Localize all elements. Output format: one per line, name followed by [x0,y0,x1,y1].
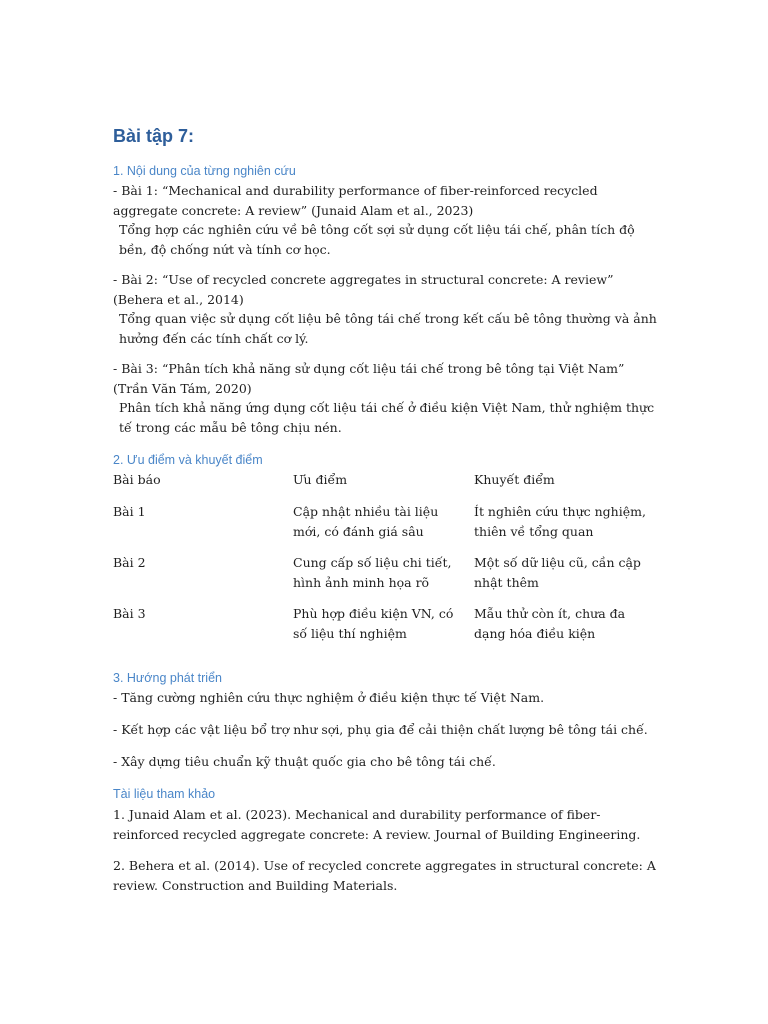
table-cell: Phù hợp điều kiện VN, có số liệu thí nghiệm [293,606,454,641]
table-cell: Một số dữ liệu cũ, cần cập nhật thêm [474,555,641,590]
reference-text: 2. Behera et al. (2014). Use of recycled concrete aggregates in structural concrete: A review. Construction and Building Materials. [113,858,656,893]
reference-item-1 [113,805,658,844]
section-2-heading-block [113,451,658,471]
development-item [113,720,658,740]
study-item-3 [113,359,658,437]
development-item-text: - Tăng cường nghiên cứu thực nghiệm ở điều kiện thực tế Việt Nam. [113,690,545,705]
study-item-2 [113,270,658,348]
table-cell: Mẫu thử còn ít, chưa đa dạng hóa điều kiện [474,606,626,641]
development-item [113,688,658,708]
page-title: Bài tập 7: [113,126,195,146]
section-3-heading: 3. Hướng phát triển [113,671,222,685]
references-heading: Tài liệu tham khảo [113,787,216,801]
table-cell: Bài 1 [113,504,146,519]
development-item [113,752,658,772]
study-summary: Tổng hợp các nghiên cứu về bê tông cốt sợi sử dụng cốt liệu tái chế, phân tích độ bền, độ chống nứt và tính cơ học. [119,222,635,257]
study-summary: Phân tích khả năng ứng dụng cốt liệu tái chế ở điều kiện Việt Nam, thử nghiệm thực tế trong các mẫu bê tông chịu nén. [119,400,655,435]
study-item-1 [113,181,658,259]
study-reference: - Bài 3: “Phân tích khả năng sử dụng cốt liệu tái chế trong bê tông tại Việt Nam” (Trần Văn Tám, 2020) [113,361,625,396]
table-header-cell: Bài báo [113,472,161,487]
table-cell: Ít nghiên cứu thực nghiệm, thiên về tổng quan [474,504,646,539]
development-item-text: - Xây dựng tiêu chuẩn kỹ thuật quốc gia cho bê tông tái chế. [113,754,496,769]
table-cell: Bài 2 [113,555,146,570]
section-3-heading-block [113,669,658,689]
section-1-heading: 1. Nội dung của từng nghiên cứu [113,164,296,178]
section-2-heading: 2. Ưu điểm và khuyết điểm [113,453,263,467]
table-header-cell: Ưu điểm [293,472,348,487]
references-heading-block [113,785,658,805]
reference-text: 1. Junaid Alam et al. (2023). Mechanical and durability performance of fiber-reinforced recycled aggregate concrete: A review. Journal of Building Engineering. [113,807,641,842]
study-reference: - Bài 2: “Use of recycled concrete aggregates in structural concrete: A review” (Behera et al., 2014) [113,272,614,307]
section-1-heading-block [113,162,658,182]
table-cell: Cung cấp số liệu chi tiết, hình ảnh minh họa rõ [293,555,452,590]
table-cell: Bài 3 [113,606,146,621]
table-cell: Cập nhật nhiều tài liệu mới, có đánh giá sâu [293,504,439,539]
table-header-cell: Khuyết điểm [474,472,555,487]
study-reference: - Bài 1: “Mechanical and durability performance of fiber-reinforced recycled aggregate concrete: A review” (Junaid Alam et al., 2023) [113,183,598,218]
reference-item-2 [113,856,658,895]
development-item-text: - Kết hợp các vật liệu bổ trợ như sợi, phụ gia để cải thiện chất lượng bê tông tái chế. [113,722,648,737]
study-summary: Tổng quan việc sử dụng cốt liệu bê tông tái chế trong kết cấu bê tông thường và ảnh hưởng đến các tính chất cơ lý. [119,311,657,346]
